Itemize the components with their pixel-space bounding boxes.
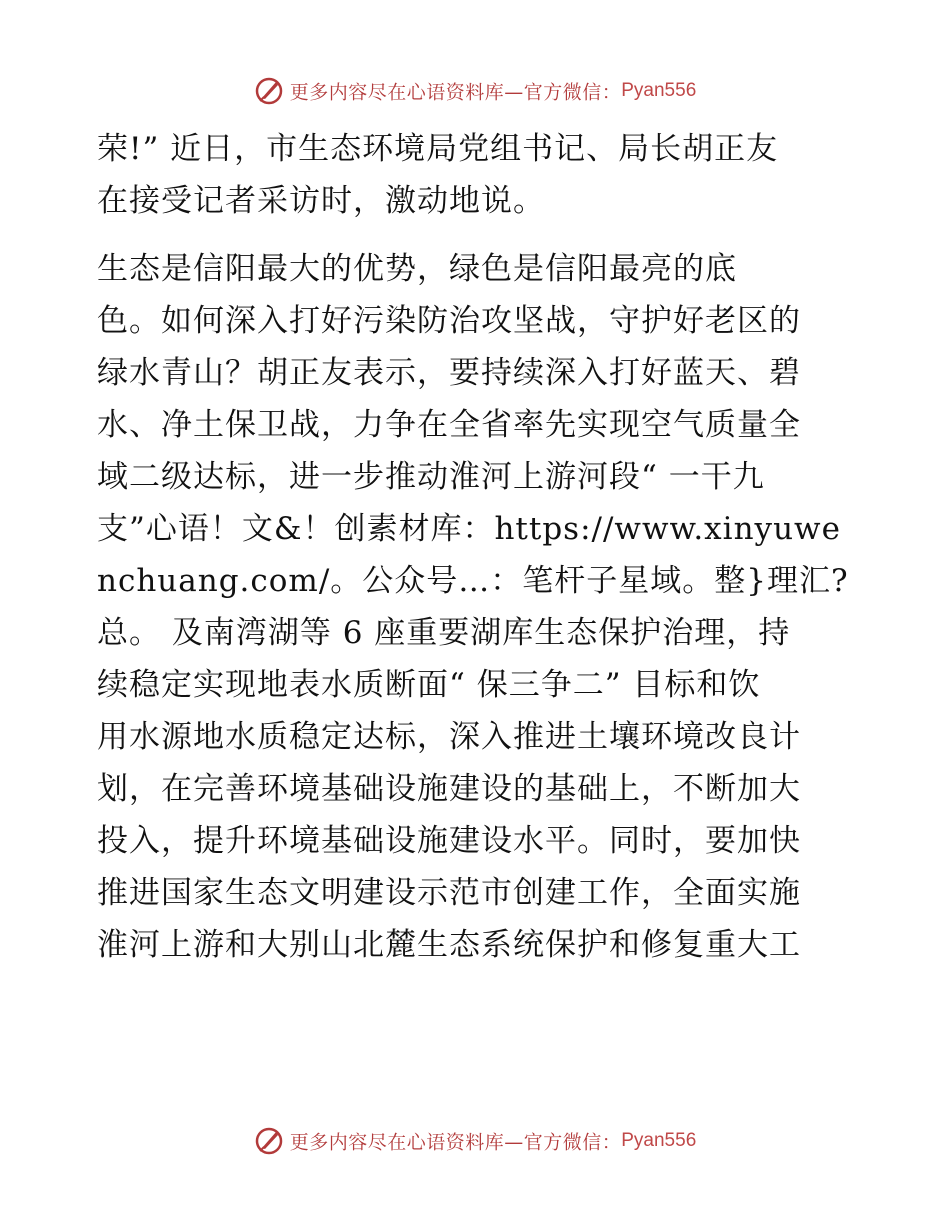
- document-body: [97, 123, 857, 971]
- watermark-text: 更多内容尽在心语资料库—官方微信：: [289, 81, 622, 104]
- text-line: 推进国家生态文明建设示范市创建工作，全面实施: [97, 875, 801, 911]
- header-watermark: [0, 76, 950, 106]
- paragraph-1: [97, 123, 857, 227]
- text-line: 用水源地水质稳定达标，深入推进土壤环境改良计: [97, 719, 801, 755]
- text-line: 总。 及南湾湖等 6 座重要湖库生态保护治理，持: [97, 615, 791, 651]
- text-line: 投入，提升环境基础设施建设水平。同时，要加快: [97, 823, 801, 859]
- text-line: 续稳定实现地表水质断面“ 保三争二” 目标和饮: [97, 667, 761, 703]
- text-line: 生态是信阳最大的优势，绿色是信阳最亮的底: [97, 251, 737, 287]
- text-line: 荣!” 近日，市生态环境局党组书记、局长胡正友: [97, 131, 779, 167]
- quill-logo-icon: [254, 76, 284, 106]
- footer-watermark: [0, 1126, 950, 1156]
- text-line: 绿水青山？胡正友表示，要持续深入打好蓝天、碧: [97, 355, 801, 391]
- text-line: 域二级达标，进一步推动淮河上游河段“ 一干九: [97, 459, 765, 495]
- text-line: 划，在完善环境基础设施建设的基础上，不断加大: [97, 771, 801, 807]
- text-line: 色。如何深入打好污染防治攻坚战，守护好老区的: [97, 303, 801, 339]
- text-line: 淮河上游和大别山北麓生态系统保护和修复重大工: [97, 927, 801, 963]
- text-line: 支”心语！文&！创素材库：https://www.xinyuwe: [97, 511, 841, 547]
- watermark-text: 更多内容尽在心语资料库—官方微信：: [289, 1131, 622, 1154]
- quill-logo-icon: [254, 1126, 284, 1156]
- paragraph-2: [97, 243, 857, 971]
- text-line: 在接受记者采访时，激动地说。: [97, 183, 545, 219]
- text-line: 水、净土保卫战，力争在全省率先实现空气质量全: [97, 407, 801, 443]
- watermark-wechat-id: Pyan556: [621, 1130, 697, 1151]
- watermark-wechat-id: Pyan556: [621, 80, 697, 101]
- text-line: nchuang.com/。公众号…：笔杆子星域。整}理汇?: [97, 563, 849, 599]
